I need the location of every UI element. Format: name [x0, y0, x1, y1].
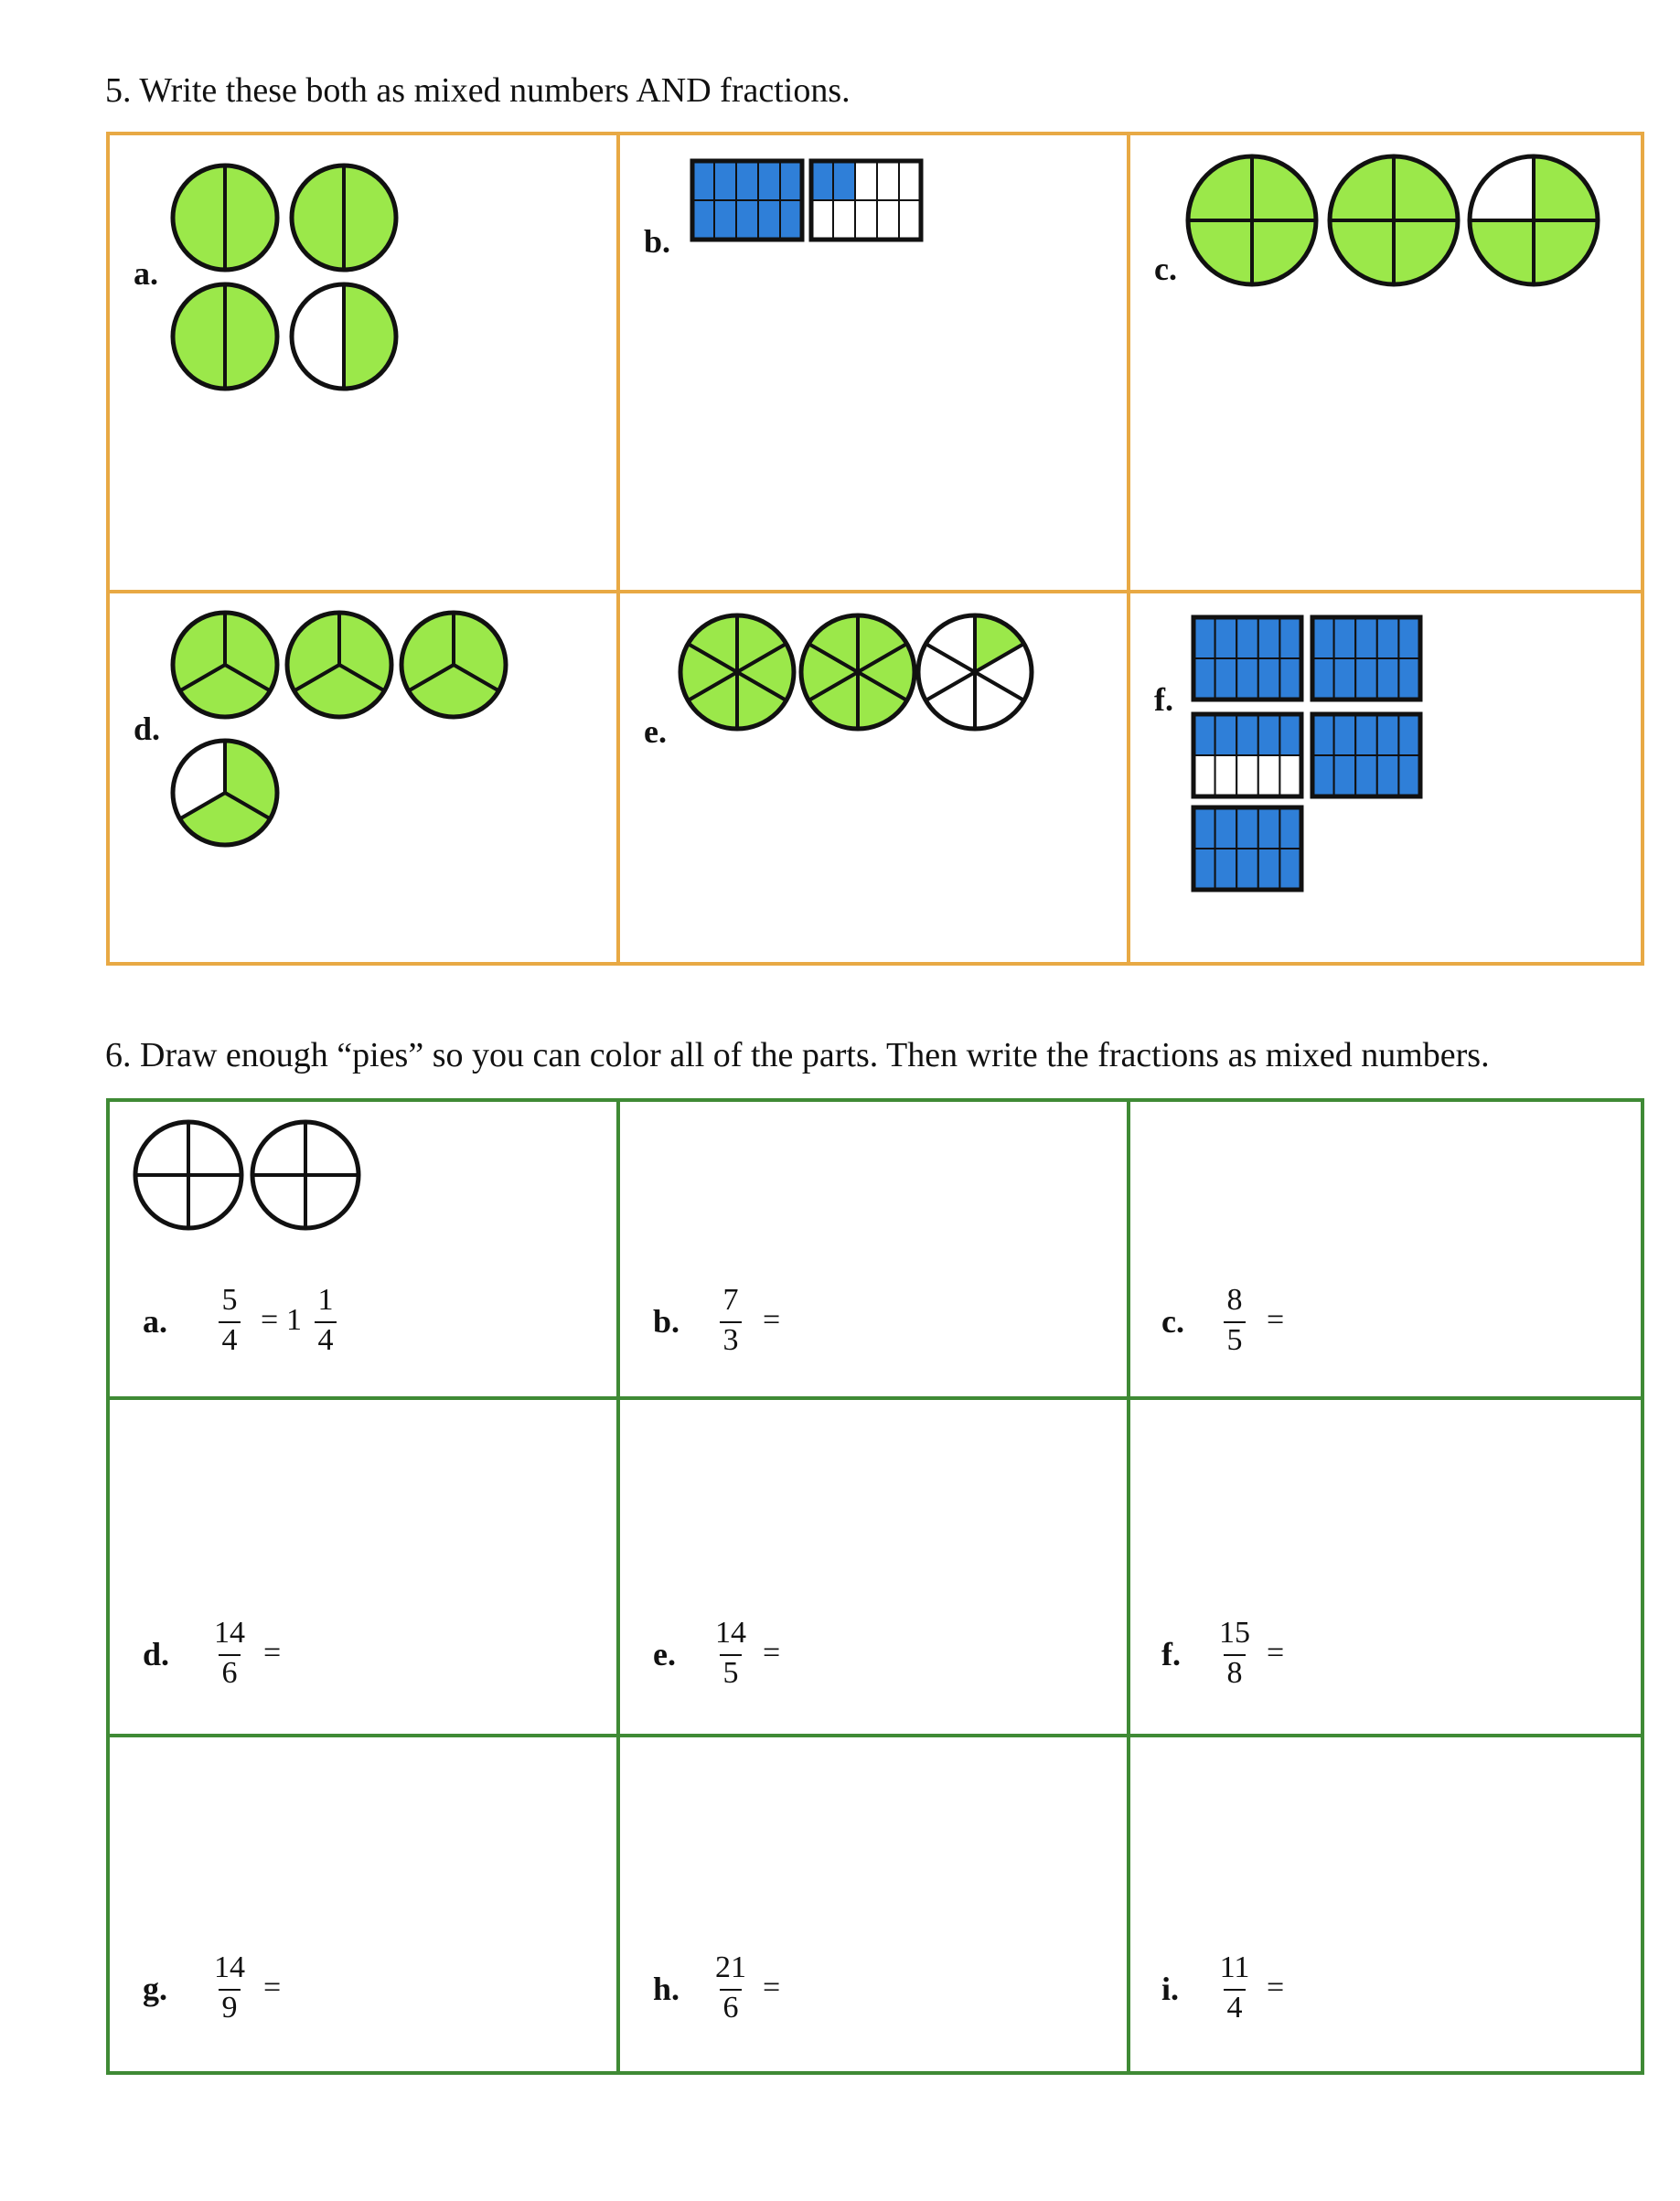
denominator: 4: [221, 1323, 238, 1357]
denominator: 5: [722, 1656, 739, 1690]
block-cell: [1312, 755, 1334, 796]
block-cell: [1377, 658, 1399, 700]
denominator: 5: [1226, 1323, 1243, 1357]
block-cell: [833, 200, 855, 240]
pie-slice: [173, 166, 225, 270]
block-cell: [758, 161, 780, 200]
block-cell: [736, 200, 758, 240]
block-cell: [899, 200, 921, 240]
block-cell: [1398, 714, 1420, 755]
label-6b: b.: [653, 1303, 680, 1340]
denominator: 6: [722, 1991, 739, 2025]
pie-2: [292, 166, 396, 270]
whole-number: 1: [286, 1303, 302, 1337]
cell-5c: [1130, 135, 1641, 593]
block-cell: [1334, 755, 1356, 796]
block-cell: [736, 161, 758, 200]
pie-slice: [173, 284, 225, 389]
equation-6b: [653, 1285, 836, 1358]
equation-6g: [143, 1952, 326, 2025]
block-cell: [833, 161, 855, 200]
cell-5f: [1130, 593, 1641, 962]
section-5-grid: [106, 132, 1644, 966]
block-cell: [1377, 714, 1399, 755]
block-cell: [1377, 617, 1399, 658]
block-cell: [780, 161, 802, 200]
block-cell: [1355, 617, 1377, 658]
blocks-figure-5b: [689, 157, 926, 249]
block-cell: [1215, 617, 1237, 658]
denominator: 8: [1226, 1656, 1243, 1690]
block-cell: [1279, 617, 1301, 658]
fraction-6c: [1216, 1285, 1253, 1358]
block-cell: [1398, 617, 1420, 658]
label-5b: b.: [644, 223, 671, 260]
block-cell: [1355, 714, 1377, 755]
block-cell: [1236, 755, 1258, 796]
block-cell: [1279, 658, 1301, 700]
block-cell: [1193, 658, 1215, 700]
block-2: [1312, 617, 1420, 700]
equals-sign: =: [1267, 1303, 1285, 1337]
pie-1: [173, 613, 277, 717]
section-5-heading: 5. Write these both as mixed numbers AND fractions.: [105, 71, 851, 110]
block-cell: [1258, 714, 1280, 755]
fraction-6h: [712, 1952, 749, 2025]
label-6a: a.: [143, 1303, 167, 1340]
block-cell: [1193, 755, 1215, 796]
pie-3: [401, 613, 506, 717]
cell-6g: [110, 1737, 620, 2071]
block-cell: [780, 200, 802, 240]
pie-2: [252, 1122, 358, 1228]
denominator: 6: [221, 1656, 238, 1690]
block-cell: [1334, 617, 1356, 658]
label-6h: h.: [653, 1971, 680, 2007]
block-cell: [1258, 849, 1280, 890]
block-cell: [1279, 807, 1301, 849]
block-cell: [1279, 714, 1301, 755]
cell-5a: [110, 135, 620, 593]
numerator: 11: [1219, 1950, 1250, 1984]
block-cell: [1193, 617, 1215, 658]
cell-6h: [620, 1737, 1130, 2071]
pies-figure-5d: [170, 610, 554, 884]
block-cell: [1312, 714, 1334, 755]
blocks-figure-5f: [1190, 614, 1437, 906]
block-cell: [1334, 714, 1356, 755]
block-1: [1193, 617, 1301, 700]
block-5: [1193, 807, 1301, 890]
pie-slice: [344, 166, 396, 270]
block-cell: [1193, 849, 1215, 890]
example-pies-6a: [132, 1118, 406, 1255]
numerator: 21: [715, 1950, 746, 1984]
label-5d: d.: [134, 711, 161, 747]
equation-6i: [1161, 1952, 1344, 2025]
block-cell: [1215, 714, 1237, 755]
block-cell: [899, 161, 921, 200]
fraction-6g: [211, 1952, 248, 2025]
block-cell: [811, 200, 833, 240]
pie-1: [1188, 156, 1316, 284]
label-6g: g.: [143, 1971, 167, 2007]
pie-2: [801, 615, 915, 729]
label-5e: e.: [644, 713, 667, 750]
block-cell: [1236, 617, 1258, 658]
cell-6f: [1130, 1400, 1641, 1737]
block-cell: [1312, 617, 1334, 658]
block-cell: [1215, 658, 1237, 700]
block-cell: [1258, 807, 1280, 849]
block-3: [1193, 714, 1301, 796]
block-cell: [877, 161, 899, 200]
block-cell: [1355, 658, 1377, 700]
block-cell: [1258, 617, 1280, 658]
block-cell: [758, 200, 780, 240]
block-cell: [1236, 807, 1258, 849]
fraction-6d: [211, 1618, 248, 1691]
block-cell: [1355, 755, 1377, 796]
block-cell: [1398, 658, 1420, 700]
pie-2: [1330, 156, 1458, 284]
pies-figure-5a: [170, 163, 408, 401]
label-6d: d.: [143, 1636, 170, 1672]
label-5a: a.: [134, 255, 158, 292]
cell-6c: [1130, 1102, 1641, 1400]
fraction-6f: [1216, 1618, 1253, 1691]
fraction-6a: [211, 1285, 248, 1358]
block-cell: [877, 200, 899, 240]
block-cell: [1279, 755, 1301, 796]
equation-6d: [143, 1618, 326, 1691]
label-5f: f.: [1154, 681, 1173, 718]
cell-6b: [620, 1102, 1130, 1400]
equals-sign: =: [261, 1303, 279, 1337]
equals-sign: =: [763, 1303, 781, 1337]
block-cell: [855, 200, 877, 240]
pie-1: [135, 1122, 241, 1228]
block-cell: [1193, 714, 1215, 755]
pie-1: [173, 166, 277, 270]
equals-sign: =: [263, 1636, 282, 1670]
block-4: [1312, 714, 1420, 796]
equals-sign: =: [763, 1636, 781, 1670]
pie-4: [292, 284, 396, 389]
cell-6a: [110, 1102, 620, 1400]
label-6e: e.: [653, 1636, 676, 1672]
numerator: 14: [715, 1616, 746, 1650]
label-6c: c.: [1161, 1303, 1184, 1340]
numerator: 14: [214, 1950, 245, 1984]
equation-6h: [653, 1952, 836, 2025]
denominator: 3: [722, 1323, 739, 1357]
block-cell: [1377, 755, 1399, 796]
pie-4: [173, 741, 277, 845]
block-cell: [1258, 755, 1280, 796]
numerator: 14: [214, 1616, 245, 1650]
block-cell: [855, 161, 877, 200]
block-cell: [1398, 755, 1420, 796]
block-cell: [811, 161, 833, 200]
denominator: 9: [221, 1991, 238, 2025]
block-2: [811, 161, 921, 240]
cell-5d: [110, 593, 620, 962]
pie-1: [680, 615, 794, 729]
pie-2: [287, 613, 391, 717]
block-cell: [714, 161, 736, 200]
denominator: 4: [1226, 1991, 1243, 2025]
equals-sign: =: [263, 1971, 282, 2004]
pie-slice: [292, 284, 344, 389]
block-cell: [1193, 807, 1215, 849]
pie-slice: [292, 166, 344, 270]
equation-6a: [134, 1285, 408, 1358]
block-cell: [1236, 849, 1258, 890]
block-cell: [1236, 714, 1258, 755]
block-cell: [1215, 849, 1237, 890]
fraction-6e: [712, 1618, 749, 1691]
block-cell: [1334, 658, 1356, 700]
cell-6d: [110, 1400, 620, 1737]
fraction-6i: [1216, 1952, 1253, 2025]
pies-figure-5c: [1183, 152, 1613, 289]
cell-5b: [620, 135, 1130, 593]
section-6-heading: 6. Draw enough “pies” so you can color all of the parts. Then write the fractions as mixed numbers.: [105, 1036, 1490, 1074]
label-6f: f.: [1161, 1636, 1181, 1672]
pie-3: [173, 284, 277, 389]
equals-sign: =: [1267, 1636, 1285, 1670]
pie-3: [1470, 156, 1598, 284]
pie-slice: [225, 166, 277, 270]
section-6-grid: [106, 1098, 1644, 2075]
pies-figure-5e: [675, 610, 1086, 747]
block-cell: [1215, 807, 1237, 849]
equation-6f: [1161, 1618, 1344, 1691]
block-cell: [1312, 658, 1334, 700]
equals-sign: =: [763, 1971, 781, 2004]
block-1: [692, 161, 802, 240]
numerator: 5: [221, 1283, 238, 1317]
block-cell: [692, 200, 714, 240]
numerator: 15: [1219, 1616, 1250, 1650]
cell-6i: [1130, 1737, 1641, 2071]
pie-3: [918, 615, 1032, 729]
numerator: 8: [1226, 1283, 1243, 1317]
pie-slice: [344, 284, 396, 389]
numerator: 1: [317, 1283, 334, 1317]
equals-sign: =: [1267, 1971, 1285, 2004]
block-cell: [692, 161, 714, 200]
equation-6c: [1161, 1285, 1344, 1358]
block-cell: [1258, 658, 1280, 700]
label-5c: c.: [1154, 251, 1177, 287]
denominator: 4: [317, 1323, 334, 1357]
block-cell: [1215, 755, 1237, 796]
block-cell: [1236, 658, 1258, 700]
answer-fraction-6a: [307, 1285, 344, 1358]
label-6i: i.: [1161, 1971, 1180, 2007]
block-cell: [1279, 849, 1301, 890]
pie-slice: [225, 284, 277, 389]
cell-5e: [620, 593, 1130, 962]
equation-6e: [653, 1618, 836, 1691]
cell-6e: [620, 1400, 1130, 1737]
fraction-6b: [712, 1285, 749, 1358]
numerator: 7: [722, 1283, 739, 1317]
block-cell: [714, 200, 736, 240]
